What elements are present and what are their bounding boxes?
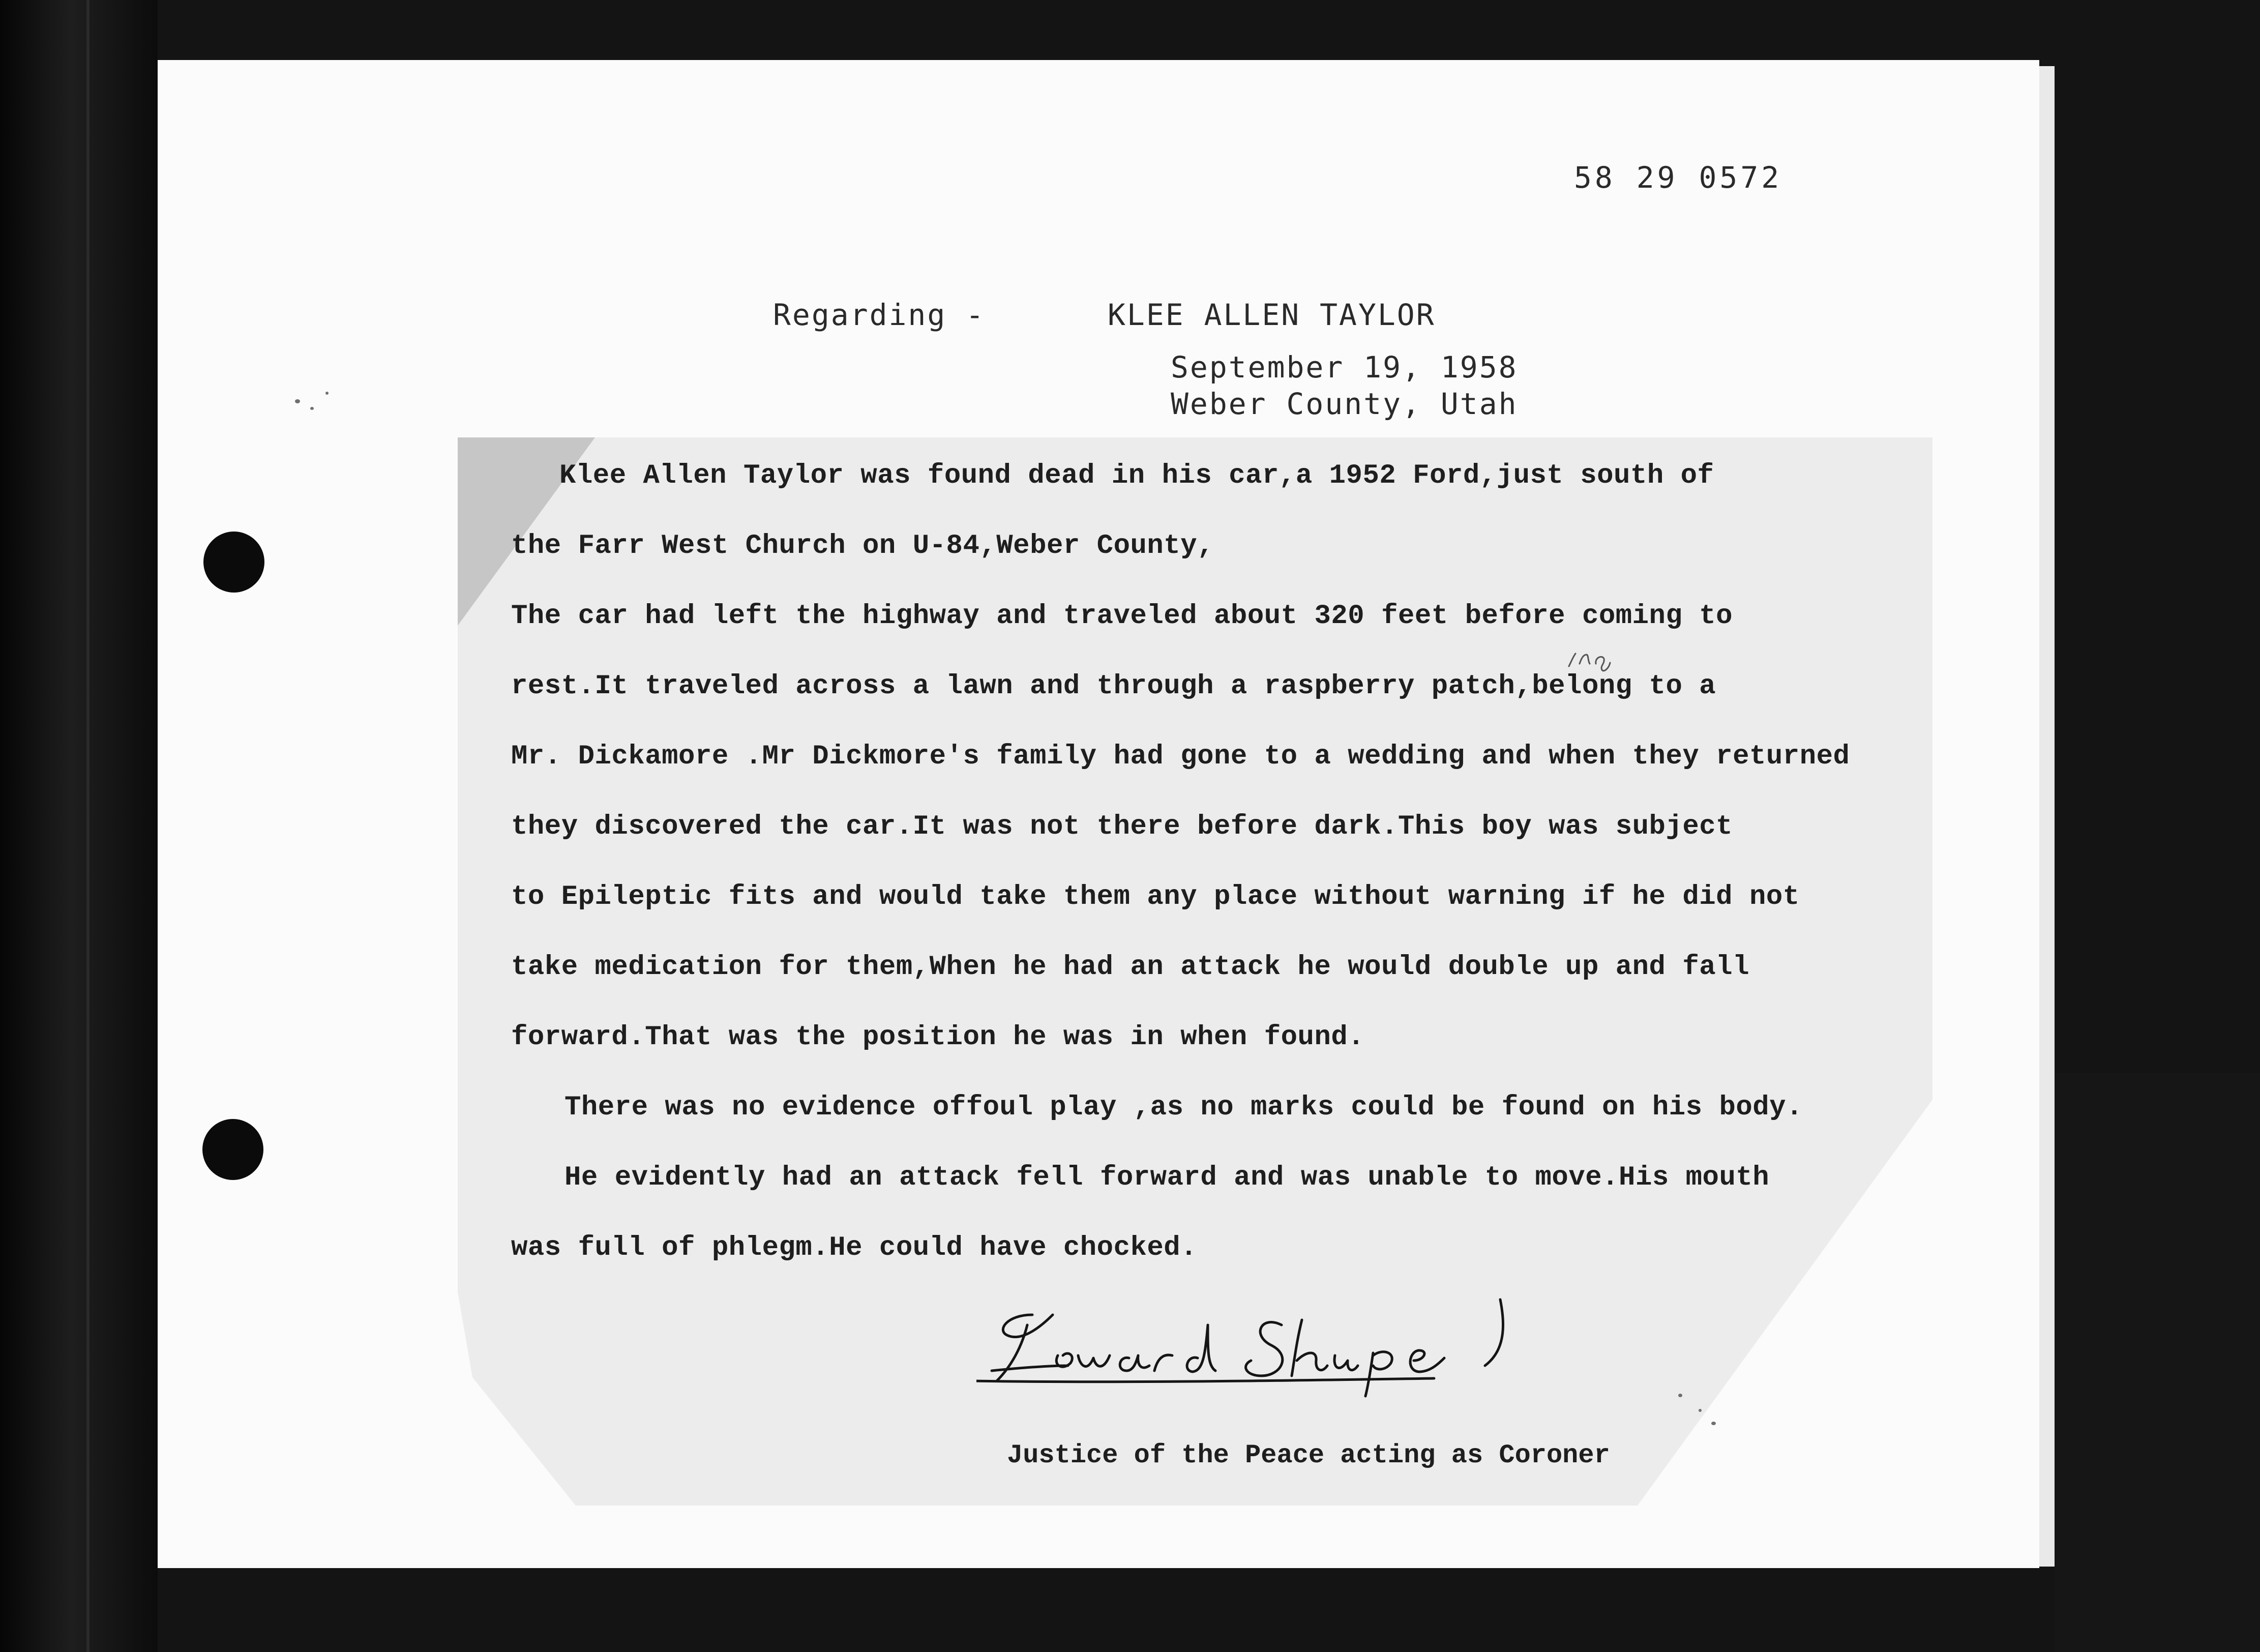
scan-speck xyxy=(1699,1409,1702,1412)
report-location: Weber County, Utah xyxy=(1171,387,1518,421)
report-line: forward.That was the position he was in when found. xyxy=(511,1022,1365,1053)
subject-name: KLEE ALLEN TAYLOR xyxy=(1108,298,1436,332)
scan-speck xyxy=(1711,1422,1716,1425)
binder-strip xyxy=(0,0,158,1652)
punch-hole xyxy=(203,532,264,593)
report-date: September 19, 1958 xyxy=(1171,350,1518,385)
handwritten-insert xyxy=(1566,643,1612,674)
report-line: The car had left the highway and traveled about 320 feet before coming to xyxy=(511,601,1733,632)
scan-speck xyxy=(295,399,300,403)
report-line: the Farr West Church on U-84,Weber County, xyxy=(511,530,1214,562)
signature xyxy=(976,1294,1719,1401)
paper-edge xyxy=(2039,66,2055,1567)
report-line: Klee Allen Taylor was found dead in his car,a 1952 Ford,just south of xyxy=(559,460,1714,491)
report-line: He evidently had an attack fell forward and was unable to move.His mouth xyxy=(564,1162,1770,1193)
report-line: was full of phlegm.He could have chocked. xyxy=(511,1232,1198,1263)
report-line: take medication for them,When he had an attack he would double up and fall xyxy=(511,952,1749,983)
report-line: they discovered the car.It was not there before dark.This boy was subject xyxy=(511,811,1733,842)
punch-hole xyxy=(202,1119,263,1180)
scan-speck xyxy=(1678,1394,1682,1397)
file-number: 58 29 0572 xyxy=(1574,160,1782,195)
report-line: There was no evidence offoul play ,as no marks could be found on his body. xyxy=(564,1092,1803,1123)
scan-speck xyxy=(325,392,329,395)
background-shadow xyxy=(2055,1073,2260,1652)
regarding-label: Regarding - xyxy=(773,298,986,332)
binder-edge xyxy=(86,0,90,1652)
signature-title: Justice of the Peace acting as Coroner xyxy=(1007,1440,1610,1470)
scan-speck xyxy=(310,407,314,410)
report-line: Mr. Dickamore .Mr Dickmore's family had gone to a wedding and when they returned xyxy=(511,741,1850,772)
report-line: to Epileptic fits and would take them any place without warning if he did not xyxy=(511,881,1800,912)
report-line: rest.It traveled across a lawn and through a raspberry patch,belong to a xyxy=(511,671,1716,702)
